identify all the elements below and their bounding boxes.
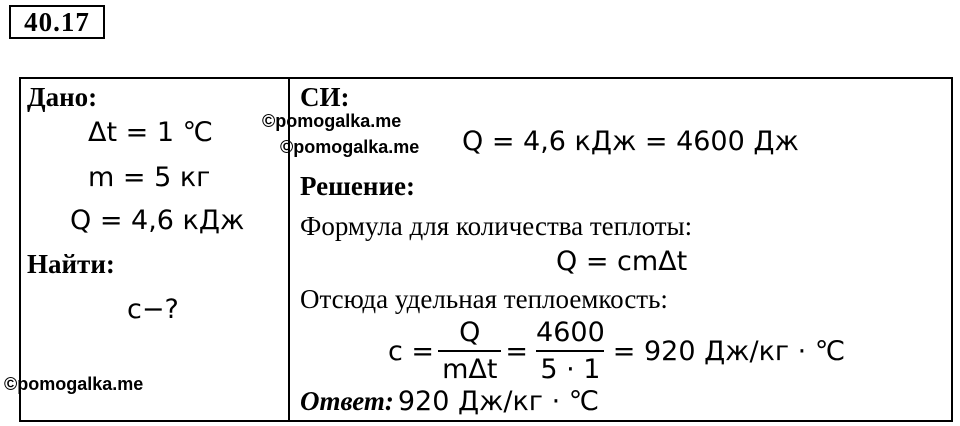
- watermark: ©pomogalka.me: [262, 111, 402, 131]
- c-equals: c =: [388, 335, 435, 367]
- answer-value: 920 Дж/кг · ℃: [397, 386, 600, 417]
- given-heading: Дано:: [27, 82, 98, 112]
- derivation-label: Отсюда удельная теплоемкость:: [300, 284, 668, 314]
- find-heading: Найти:: [27, 249, 115, 279]
- watermark: ©pomogalka.me: [4, 374, 144, 394]
- specific-heat-equation: [388, 315, 845, 387]
- fraction-numerator: 4600: [536, 317, 605, 348]
- fraction-denominator: 5 · 1: [536, 350, 604, 385]
- si-conversion: Q = 4,6 кДж = 4600 Дж: [462, 126, 799, 157]
- answer-line: [300, 386, 599, 417]
- si-heading: СИ:: [300, 82, 350, 112]
- given-heat: Q = 4,6 кДж: [70, 205, 245, 236]
- answer-label: Ответ:: [300, 386, 394, 416]
- fraction-denominator: mΔt: [438, 350, 501, 385]
- equals-sign: =: [505, 335, 529, 367]
- formula-label: Формула для количества теплоты:: [300, 211, 693, 241]
- problem-number: 40.17: [9, 5, 105, 39]
- watermark: ©pomogalka.me: [280, 137, 420, 157]
- fraction-numerator: Q: [459, 317, 481, 348]
- equation-result: = 920 Дж/кг · ℃: [612, 335, 846, 367]
- given-delta-t: Δt = 1 ℃: [88, 117, 213, 148]
- given-mass: m = 5 кг: [88, 162, 211, 193]
- fraction-numeric: [532, 317, 609, 385]
- heat-formula: Q = cmΔt: [556, 246, 688, 277]
- find-value: c−?: [127, 294, 179, 325]
- fraction-symbolic: [438, 317, 501, 385]
- solution-heading: Решение:: [300, 171, 415, 201]
